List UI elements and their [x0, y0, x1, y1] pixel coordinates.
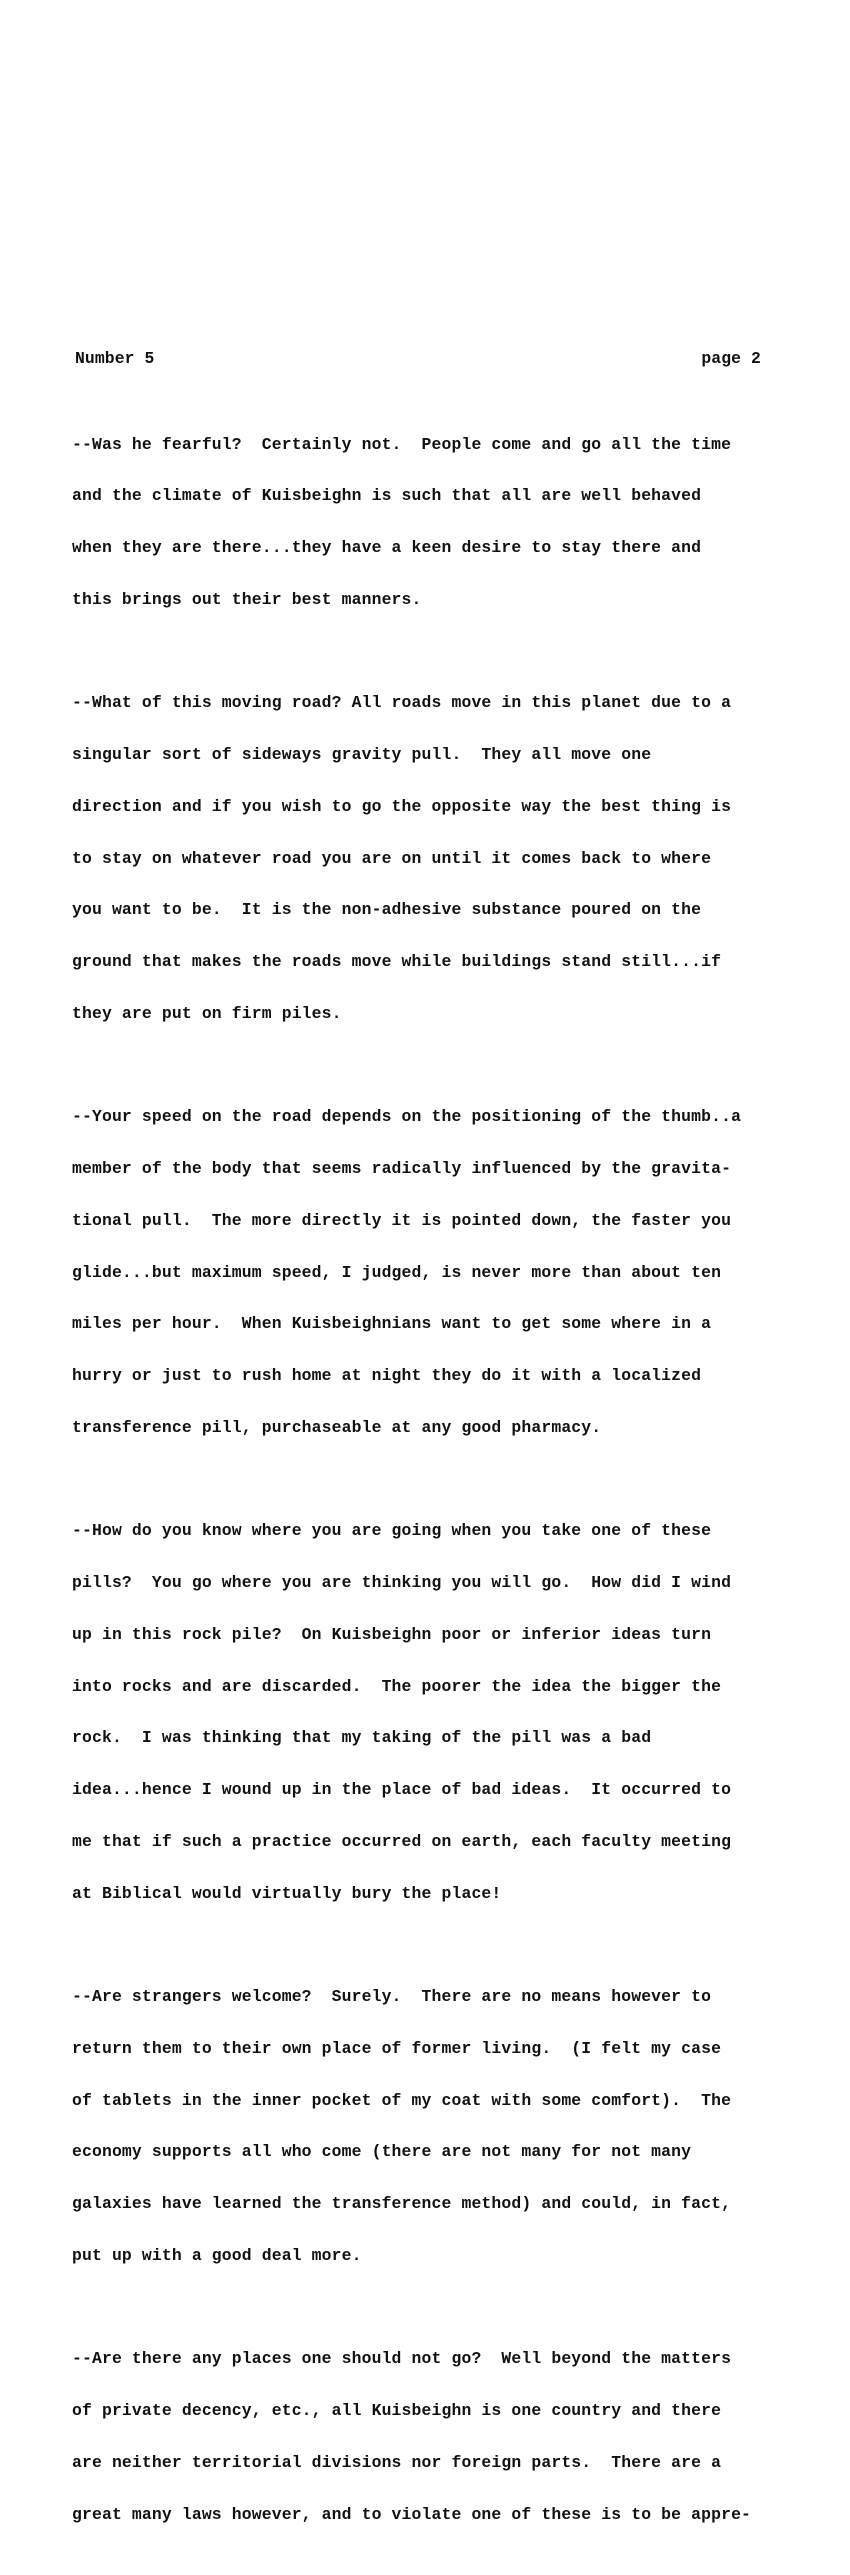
text-line: galaxies have learned the transference method) and could, in fact,	[72, 2194, 732, 2213]
text-line: tional pull. The more directly it is pointed down, the faster you	[72, 1210, 732, 1230]
text-line: are neither territorial divisions nor foreign parts. There are a	[72, 2452, 722, 2472]
text-line: of tablets in the inner pocket of my coat with some comfort). The	[72, 2090, 732, 2110]
text-line: direction and if you wish to go the opposite way the best thing is	[72, 796, 732, 816]
paragraph-1	[72, 401, 782, 643]
document-body	[72, 401, 782, 2575]
text-line: --Are strangers welcome? Surely. There are no means however to	[72, 1987, 712, 2006]
text-line: this brings out their best manners.	[72, 589, 422, 609]
text-line: and the climate of Kuisbeighn is such that all are well behaved	[72, 486, 702, 506]
text-line: when they are there...they have a keen desire to stay there and	[72, 538, 702, 557]
text-line: --How do you know where you are going when you take one of these	[72, 1521, 712, 1541]
text-line: member of the body that seems radically influenced by the gravita-	[72, 1159, 732, 1178]
text-line: great many laws however, and to violate one of these is to be appre-	[72, 2504, 752, 2524]
text-line: --Are there any places one should not go? Well beyond the matters	[72, 2349, 732, 2369]
text-line: --Your speed on the road depends on the positioning of the thumb..a	[72, 1107, 742, 1127]
paragraph-6	[72, 2316, 782, 2558]
paragraph-2	[72, 660, 782, 1057]
text-line: idea...hence I wound up in the place of bad ideas. It occurred to	[72, 1780, 732, 1799]
text-line: me that if such a practice occurred on earth, each faculty meeting	[72, 1831, 732, 1851]
text-line: singular sort of sideways gravity pull. They all move one	[72, 745, 652, 764]
text-line: glide...but maximum speed, I judged, is never more than about ten	[72, 1262, 722, 1282]
paragraph-5	[72, 1954, 782, 2299]
text-line: miles per hour. When Kuisbeighnians want to get some where in a	[72, 1314, 712, 1334]
text-line: they are put on firm piles.	[72, 1003, 342, 1023]
text-line: transference pill, purchaseable at any good pharmacy.	[72, 1417, 602, 1437]
text-line: of private decency, etc., all Kuisbeighn is one country and there	[72, 2401, 722, 2420]
paragraph-3	[72, 1074, 782, 1471]
document-number: Number 5	[75, 349, 155, 368]
text-line: ground that makes the roads move while buildings stand still...if	[72, 952, 722, 971]
page-header	[75, 349, 765, 369]
text-line: return them to their own place of former living. (I felt my case	[72, 2038, 722, 2058]
text-line: you want to be. It is the non-adhesive substance poured on the	[72, 900, 702, 920]
text-line: --Was he fearful? Certainly not. People come and go all the time	[72, 434, 732, 454]
page-number: page 2	[701, 349, 761, 368]
text-line: up in this rock pile? On Kuisbeighn poor or inferior ideas turn	[72, 1624, 712, 1644]
paragraph-4	[72, 1488, 782, 1937]
text-line: economy supports all who come (there are not many for not many	[72, 2142, 692, 2162]
text-line: put up with a good deal more.	[72, 2245, 362, 2265]
text-line: pills? You go where you are thinking you will go. How did I wind	[72, 1573, 732, 1592]
text-line: at Biblical would virtually bury the place!	[72, 1883, 502, 1903]
text-line: --What of this moving road? All roads move in this planet due to a	[72, 693, 732, 713]
text-line: rock. I was thinking that my taking of the pill was a bad	[72, 1728, 652, 1748]
text-line: hurry or just to rush home at night they do it with a localized	[72, 1366, 702, 1385]
text-line: to stay on whatever road you are on until it comes back to where	[72, 848, 712, 868]
text-line: into rocks and are discarded. The poorer the idea the bigger the	[72, 1676, 722, 1696]
